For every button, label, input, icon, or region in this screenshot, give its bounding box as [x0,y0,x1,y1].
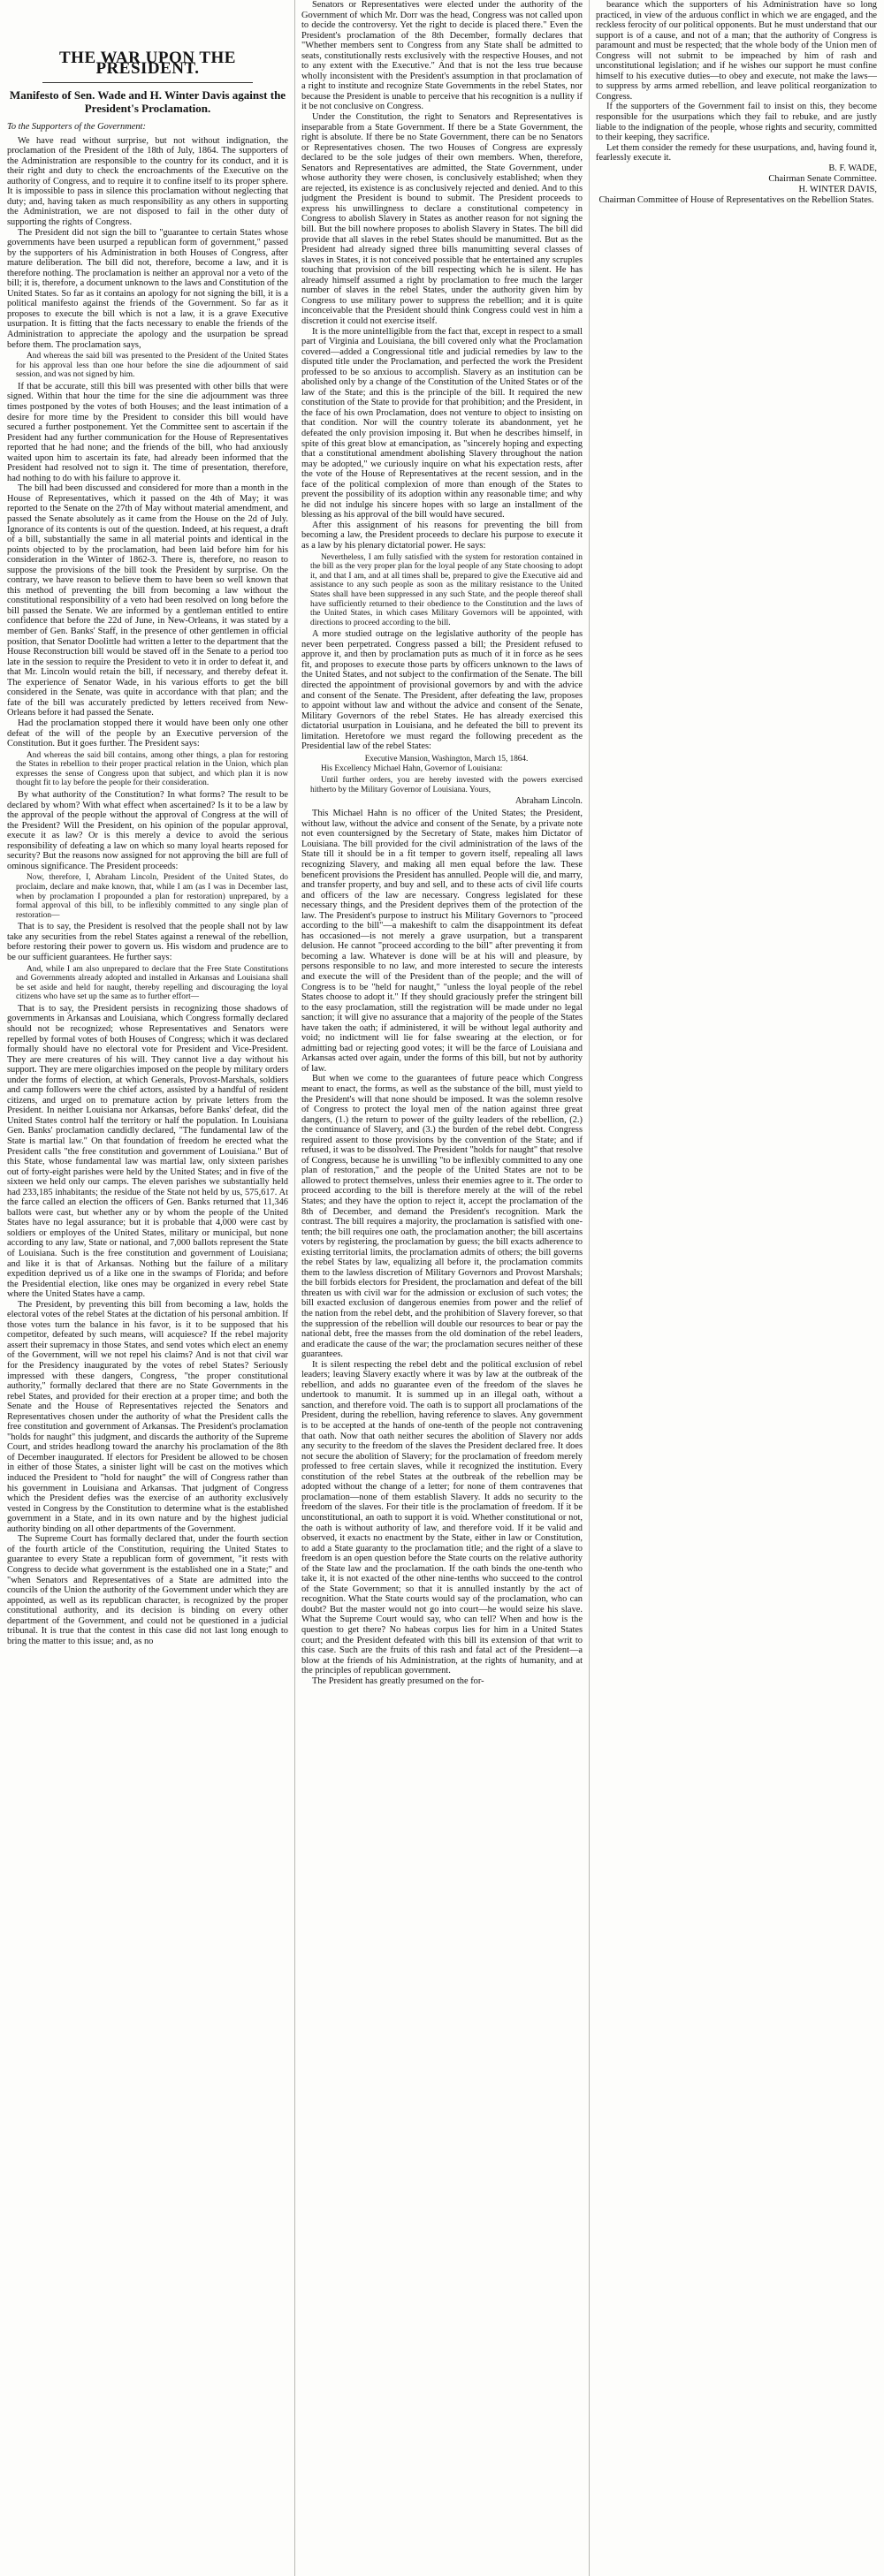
paragraph: By what authority of the Constitution? In what forms? The result to be declared by whom? With what effect when ascertained? Is it to be a law by the approval of the people without the approval of Congress at the will of the President? Will the President, on his opinion of the popular approval, execute it as law? Or is this merely a device to avoid the serious responsibility of defeating a law on which so many loyal hearts reposed for security? But the reasons now assigned for not approving the bill are full of ominous significance. The President proceeds: [7,789,288,871]
paragraph: Under the Constitution, the right to Senators and Representatives is inseparable from a State Government. If there be a State Government, the right is absolute. If there be no State Government, there can be no Senators or Representatives chosen. The two Houses of Congress are expressly declared to be the sole judges of their own members. When, therefore, Senators and Representatives are admitted, the State Government, under whose authority they were chosen, is conclusively established; when they are rejected, its existence is as conclusively rejected and denied. And to this judgment the President is bound to submit. The President proceeds to express his unwillingness to declare a constitutional competency in Congress to abolish Slavery in States as another reason for not signing the bill. But the bill nowhere proposes to abolish Slavery in States. The bill did provide that all slaves in the rebel States should be manumitted. But as the President had already signed three bills manumitting several classes of slaves in States, it is not conceived possible that he entertained any scruples touching that provision of the bill respecting which he is silent. He has already himself assumed a right by proclamation to free much the larger number of slaves in the rebel States, under the authority given him by Congress to use military power to suppress the rebellion; and it is quite inconceivable that the President should think Congress could vest in him a discretion it could not exercise itself. [301,112,583,326]
paragraph: The Supreme Court has formally declared that, under the fourth section of the fourth article of the Constitution, requiring the United States to guarantee to every State a republican form of government, "it rests with Congress to decide what government is the established one in a State;" and "when Senators and Representatives of a State are admitted into the councils of the Union the authority of the Government under which they are appointed, as well as its republican character, is recognized by the proper constitutional authority, and its decision is binding on every other department of the Government, and could not be questioned in a judicial tribunal. It is true that the contest in this case did not last long enough to bring the matter to this issue; and, as no [7,1534,288,1646]
paragraph: Had the proclamation stopped there it would have been only one other defeat of the will of the people by an Executive perversion of the Constitution. But it goes further. The President says: [7,718,288,749]
paragraph: The bill had been discussed and considered for more than a month in the House of Representatives, which it passed on the 4th of May; it was reported to the Senate on the 27th of May without material amendment, and passed the Senate absolutely as it came from the House on the 2d of July. Ignorance of its contents is out of the question. Indeed, at his request, a draft of a bill, substantially the same in all material points and identical in the points objected to by the proclamation, had been laid before him for his consideration in the Winter of 1862-3. There is, therefore, no reason to suppose the provisions of the bill took the President by surprise. On the contrary, we have reason to believe them to have been so well known that this method of preventing the bill from becoming a law without the constitutional responsibility of a veto had been resolved on long before the bill passed the Senate. We are informed by a gentleman entitled to entire confidence that before the 22d of June, in New-Orleans, it was stated by a member of Gen. Banks' Staff, in the presence of other gentlemen in official position, that Senator Doolittle had written a letter to the department that the House Reconstruction bill would be staved off in the Senate to a period too late in the session to require the President to veto it in order to defeat it, and that Mr. Lincoln would retain the bill, if necessary, and thereby defeat it. The experience of Senator Wade, in his various efforts to get the bill considered in the Senate, was quite in accordance with that plan; and the fate of the bill was accurately predicted by letters received from New-Orleans before it had passed the Senate. [7,483,288,718]
column-rule [294,0,295,2576]
paragraph: If that be accurate, still this bill was presented with other bills that were signed. Within that hour the time for the sine die adjournment was three times postponed by the votes of both Houses; and the least intimation of a desire for more time by the President to consider this bill would have secured a further postponement. Yet the Committee sent to ascertain if the President had any further communication for the House of Representatives reported that he had none; and the friends of the bill, who had anxiously waited upon him to ascertain its fate, had already been informed that the President had resolved not to sign it. The time of presentation, therefore, had nothing to do with his failure to approve it. [7,381,288,483]
letter-dateline: Executive Mansion, Washington, March 15, 1864. [364,753,529,763]
paragraph: After this assignment of his reasons for preventing the bill from becoming a law, the President proceeds to declare his purpose to execute it as a law by his plenary dictatorial power. He says: [301,520,583,551]
paragraph: That is to say, the President is resolved that the people shall not by law take any securities from the rebel States against a renewal of the rebellion, before restoring their power to govern us. His wisdom and prudence are to be our sufficient guarantees. He further says: [7,922,288,962]
paragraph: Senators or Representatives were elected under the authority of the Government of which Mr. Dorr was the head, Congress was not called upon to decide the controversy. Yet the right to decide is placed there." Even the President's proclamation of the 8th December, formally declares that "Whether members sent to Congress from any State shall be admitted to seats, constitutionally rests exclusively with the respective Houses, and not to any extent with the Executive." And that is not the less true because wholly inconsistent with the President's assumption in that proclamation of a right to institute and recognize State Governments in the rebel States, nor because the President is unable to perceive that his recognition is a nullity if it be not conclusive on Congress. [301,0,583,112]
headline-divider [42,82,253,83]
letter-body: Until further orders, you are hereby invested with the powers exercised hitherto by the Military Governor of Louisiana. Yours, [310,776,583,794]
paragraph: A more studied outrage on the legislative authority of the people has never been perpetrated. Congress passed a bill; the President refused to approve it, and then by proclamation puts as much of it in force as he sees fit, and proposes to execute those parts by officers unknown to the laws of the United States, and not subject to the confirmation of the Senate. The bill directed the appointment of provisional governors by and with the advice and consent of the Senate. The President, after defeating the law, proposes to appoint without law and without the advice and consent of the Senate, Military Governors of the rebel States. He has already exercised this dictatorial usurpation in Louisiana, and he defeated the bill to prevent its limitation. Heretofore we must regard the following precedent as the Presidential law of the rebel States: [301,629,583,752]
quotation: And, while I am also unprepared to declare that the Free State Constitutions and Governments already adopted and installed in Arkansas and Louisiana shall be set aside and held for naught, thereby repelling and discouraging the loyal citizens who have set up the same as to further effort— [16,964,288,1002]
paragraph: Let them consider the remedy for these usurpations, and, having found it, fearlessly execute it. [596,142,877,163]
letter-address: His Excellency Michael Hahn, Governor of Louisiana: [321,764,503,774]
quotation: Nevertheless, I am fully satisfied with the system for restoration contained in the bill as the very proper plan for the loyal people of any State choosing to adopt it, and that I am, and at all times shall be, prepared to give the Executive aid and assistance to any such people as soon as the military resistance to the United States shall have been suppressed in any such State, and the people thereof shall have sufficiently returned to their obedience to the Constitution and the laws of the United States, in which cases Military Governors will be appointed, with directions to proceed according to the bill. [310,552,583,627]
salutation: To the Supporters of the Government: [7,122,146,133]
paragraph: That is to say, the President persists in recognizing those shadows of governments in Arkansas and Louisiana, which Congress formally declared should not be recognized; whose Representatives and Senators were repelled by formal votes of both Houses of Congress; which it was declared formally should have no electoral vote for President and Vice-President. They are mere creatures of his will. They cannot live a day without his support. They are mere oligarchies imposed on the people by military orders under the forms of election, at which Generals, Provost-Marshals, soldiers and camp followers were the chief actors, assisted by a handful of resident citizens, and urged on to premature action by private letters from the President. In neither Louisiana nor Arkansas, before Banks' defeat, did the United States control half the territory or half the population. In Louisiana Gen. Banks' proclamation candidly declared, "The fundamental law of the State is martial law." On that foundation of freedom he erected what the President calls "the free constitution and government of Louisiana." But of this State, whose fundamental law was martial law, only sixteen parishes out of forty-eight parishes were held by the United States; and in five of the sixteen we held only our camps. The eleven parishes we substantially held had 233,185 inhabitants; the residue of the State not held by us, 575,617. At the farce called an election the officers of Gen. Banks returned that 11,346 ballots were cast, but whether any or by whom the people of the United States have no legal assurance; but it is probable that 4,000 were cast by soldiers or employes of the United States, military or municipal, but none according to any law, State or national, and 7,000 ballots represent the State of Louisiana. Such is the free constitution and government of Louisiana; and like it is that of Arkansas. Nothing but the failure of a military expedition deprived us of a like one in the swamps of Florida; and before the Presidential election, like ones may be organized in every rebel State where the United States have a camp. [7,1003,288,1300]
paragraph: It is silent respecting the rebel debt and the political exclusion of rebel leaders; leaving Slavery exactly where it was by law at the outbreak of the rebellion, and adds no guarantee even of the freedom of the slaves he undertook to manumit. It is summed up in an illegal oath, without a sanction, and therefore void. The oath is to support all proclamations of the President, during the rebellion, having reference to slaves. Any government is to be accepted at the hands of one-tenth of the people not contravening that oath. Now that oath neither secures the abolition of Slavery nor adds any security to the freedom of the slaves the President declared free. It does not secure the abolition of Slavery; for the proclamation of freedom merely professed to free certain slaves, while it recognized the institution. Every constitution of the rebel States at the outbreak of the rebellion may be adopted without the change of a letter; for none of them contravenes that proclamation—none of them establish Slavery. It adds no security to the freedom of the slaves. For their title is the proclamation of freedom. If it be unconstitutional, an oath to support it is void. Whether constitutional or not, the oath is without authority of law, and therefore void. If it be valid and observed, it exacts no enactment by the State, either in law or Constitution, to add a State guaranty to the proclamation title; and the right of a slave to freedom is an open question before the State courts on the relative authority of the State law and the proclamation. If the oath binds the one-tenth who take it, it is not exacted of the other nine-tenths who succeed to the control of the State Government; so that it is annulled instantly by the act of recognition. What the State courts would say of the proclamation, who can doubt? But the master would not go into court—he would seize his slave. What the Supreme Court would say, who can tell? When and how is the question to get there? No habeas corpus lies for him in a United States court; and the President defeated with this bill its extension of that writ to this case. Such are the fruits of this rash and fatal act of the President—a blow at the friends of his Administration, at the rights of humanity, and at the principles of republican government. [301,1359,583,1676]
letter-signature: Abraham Lincoln. [514,796,583,807]
signature-title-1: Chairman Senate Committee. [768,173,877,184]
paragraph: It is the more unintelligible from the fact that, except in respect to a small part of Virginia and Louisiana, the bill covered only what the Proclamation covered—added a Congressional title and judicial remedies by law to the disputed title under the Proclamation, and perfected the work the President professed to be so anxious to accomplish. Slavery as an institution can be abolished only by a change of the Constitution of the United States or of the law of the State; and this is the principle of the bill. It required the new constitution of the State to provide for that prohibition; and the President, in the face of his own Proclamation, does not venture to object to insisting on that condition. Nor will the country tolerate its abandonment, yet he defeated the only provision imposing it. But when he describes himself, in spite of this great blow at emancipation, as "sincerely hoping and expecting that a constitutional amendment abolishing Slavery throughout the nation may be adopted," we curiously inquire on what his expectation rests, after the vote of the House of Representatives at the recent session, and in the face of the political complexion of more than enough of the States to prevent the possibility of its adoption within any reasonable time; and why he did not indulge his sincere hopes with so large an installment of the blessing as his approval of the bill would have secured. [301,326,583,521]
headline: THE WAR UPON THE PRESIDENT. [59,49,236,78]
column-2 [301,0,583,2576]
signature-name-2: H. WINTER DAVIS, [798,184,877,194]
column-1 [7,0,288,2576]
signature-name-1: B. F. WADE, [828,163,877,173]
paragraph: The President did not sign the bill to "guarantee to certain States whose governments have been usurped a republican form of government," passed by the supporters of his Administration in both Houses of Congress, after mature deliberation. The bill did not, therefore, become a law, and it is therefore nothing. The proclamation is neither an approval nor a veto of the bill; it is, therefore, a document unknown to the laws and Constitution of the United States. So far as it contains an apology for not signing the bill, it is a political manifesto against the friends of the Government. So far as it proposes to execute the bill which is not a law, it is a grave Executive usurpation. It is fitting that the facts necessary to enable the friends of the Administration to appreciate the apology and the usurpation be spread before them. The proclamation says, [7,227,288,350]
signature-title-2: Chairman Committee of House of Representatives on the Rebellion States. [598,194,874,205]
quotation: Now, therefore, I, Abraham Lincoln, President of the United States, do proclaim, declare and make known, that, while I am (as I was in December last, when by proclamation I propounded a plan for restoration) unprepared, by a formal approval of this bill, to be inflexibly committed to any single plan of restoration— [16,873,288,920]
quotation: And whereas the said bill contains, among other things, a plan for restoring the States in rebellion to their proper practical relation in the Union, which plan expresses the sense of Congress upon that subject, and which plan it is now thought fit to lay before the people for their consideration. [16,750,288,788]
paragraph: But when we come to the guarantees of future peace which Congress meant to enact, the forms, as well as the substance of the bill, must yield to the President's will that none should be imposed. It was the solemn resolve of Congress to protect the loyal men of the nation against three great dangers, (1.) the return to power of the guilty leaders of the rebellion, (2.) the continuance of Slavery, and (3.) the burden of the rebel debt. Congress required assent to those provisions by the convention of the State; and if refused, it was to be dissolved. The President "holds for naught" that resolve of Congress, because he is unwilling "to be inflexibly committed to any one plan of restoration," and the people of the United States are not to be allowed to protect themselves, unless their enemies agree to it. The order to proceed according to the bill is therefore merely at the will of the rebel States; and they have the option to reject it, accept the proclamation of the 8th of December, and demand the President's recognition. Mark the contrast. The bill requires a majority, the proclamation is satisfied with one-tenth; the bill requires one oath, the proclamation another; the bill ascertains voters by registering, the proclamation by guess; the bill exacts adherence to existing territorial limits, the proclamation admits of others; the bill governs the rebel States by law, equalizing all before it, the proclamation commits them to the lawless discretion of Military Governors and Provost Marshals; the bill forbids electors for President, the proclamation and defeat of the bill threaten us with civil war for the admission or exclusion of such votes; the bill exacted exclusion of dangerous enemies from power and the relief of the nation from the rebel debt, and the prohibition of Slavery forever, so that the suppression of the rebellion will double our resources to bear or pay the national debt, free the masses from the old domination of the rebel leaders, and eradicate the cause of the war; the proclamation secures neither of these guarantees. [301,1074,583,1360]
column-3 [596,0,877,2576]
paragraph: The President has greatly presumed on the for- [312,1676,484,1686]
quotation: And whereas the said bill was presented to the President of the United States for his approval less than one hour before the sine die adjournment of said session, and was not signed by him. [16,352,288,380]
subheadline: Manifesto of Sen. Wade and H. Winter Davis against the President's Proclamation. [9,88,286,116]
paragraph: This Michael Hahn is no officer of the United States; the President, without law, without the advice and consent of the Senate, by a private note not even countersigned by the Secretary of State, makes him Dictator of Louisiana. The bill provided for the civil administration of the laws of the State till it should be in a fit temper to govern itself, repealing all laws recognizing Slavery, and making all men equal before the law. These beneficent provisions the President has annulled. People will die, and marry, and transfer property, and buy and sell, and to these acts of civil life courts and officers of the law are necessary. Congress legislated for these necessary things, and the President deprives them of the protection of the law. The President's purpose to instruct his Military Governors to "proceed according to the bill"—a makeshift to calm the disappointment its defeat has occasioned—is not merely a grave usurpation, but a transparent delusion. He cannot "proceed according to the bill" after preventing it from becoming a law. Whatever is done will be at his will and pleasure, by persons responsible to no law, and more interested to secure the interests and execute the will of the President than of the people; and the will of Congress is to be "held for naught," "unless the loyal people of the rebel States choose to adopt it." If they should graciously prefer the stringent bill to the easy proclamation, still the registration will be made under no legal sanction; it will give no assurance that a majority of the people of the States have taken the oath; if administered, it will be without legal authority and void; no indictment will lie for false swearing at the election, or for admitting bad or rejecting good votes; it will be the farce of Louisiana and Arkansas acted over again, under the forms of this bill, but not by authority of law. [301,809,583,1074]
column-rule [589,0,590,2576]
paragraph: If the supporters of the Government fail to insist on this, they become responsible for the usurpations which they fail to rebuke, and are justly liable to the indignation of the people, whose rights and security, committed to their keeping, they sacrifice. [596,102,877,143]
paragraph: We have read without surprise, but not without indignation, the proclamation of the President of the 18th of July, 1864. The supporters of the Administration are responsible to the country for its conduct, and it is their right and duty to check the encroachments of the Executive on the authority of Congress, and to require it to confine itself to its proper sphere. It is impossible to pass in silence this proclamation without neglecting that duty; and, having taken as much responsibility as any others in supporting the Administration, we are not disposed to fail in the other duty of supporting the rights of Congress. [7,135,288,228]
paragraph: The President, by preventing this bill from becoming a law, holds the electoral votes of the rebel States at the dictation of his personal ambition. If those votes turn the balance in his favor, is it to be supposed that his competitor, defeated by such means, will acquiesce? If the rebel majority assert their supremacy in those States, and send votes which elect an enemy of the Government, will we not repel his claims? And is not that civil war for the Presidency inaugurated by the votes of rebel States? Seriously impressed with these dangers, Congress, "the proper constitutional authority," formally declared that there are no State Governments in the rebel States, and provided for their erection at a proper time; and both the Senate and the House of Representatives rejected the Senators and Representatives chosen under the authority of what the President calls the free constitution and government of Arkansas. The President's proclamation "holds for naught" this judgment, and discards the authority of the Supreme Court, and strides headlong toward the anarchy his proclamation of the 8th of December inaugurated. If electors for President be allowed to be chosen in either of those States, a sinister light will be cast on the motives which induced the President to "hold for naught" the will of Congress rather than his government in Louisiana and Arkansas. That judgment of Congress which the President defies was the exercise of an authority exclusively vested in Congress by the Constitution to determine what is the established government in a State, and in its own nature and by the highest judicial authority binding on all other departments of the Government. [7,1299,288,1534]
paragraph: bearance which the supporters of his Administration have so long practiced, in view of the arduous conflict in which we are engaged, and the reckless ferocity of our political opponents. But he must understand that our support is of a cause, and not of a man; that the authority of Congress is paramount and must be respected; that the whole body of the Union men of Congress will not submit to be impeached by him of rash and unconstitutional legislation; and if he wishes our support he must confine himself to his executive duties—to obey and execute, not make the laws—to suppress by arms armed rebellion, and leave political reorganization to Congress. [596,0,877,102]
